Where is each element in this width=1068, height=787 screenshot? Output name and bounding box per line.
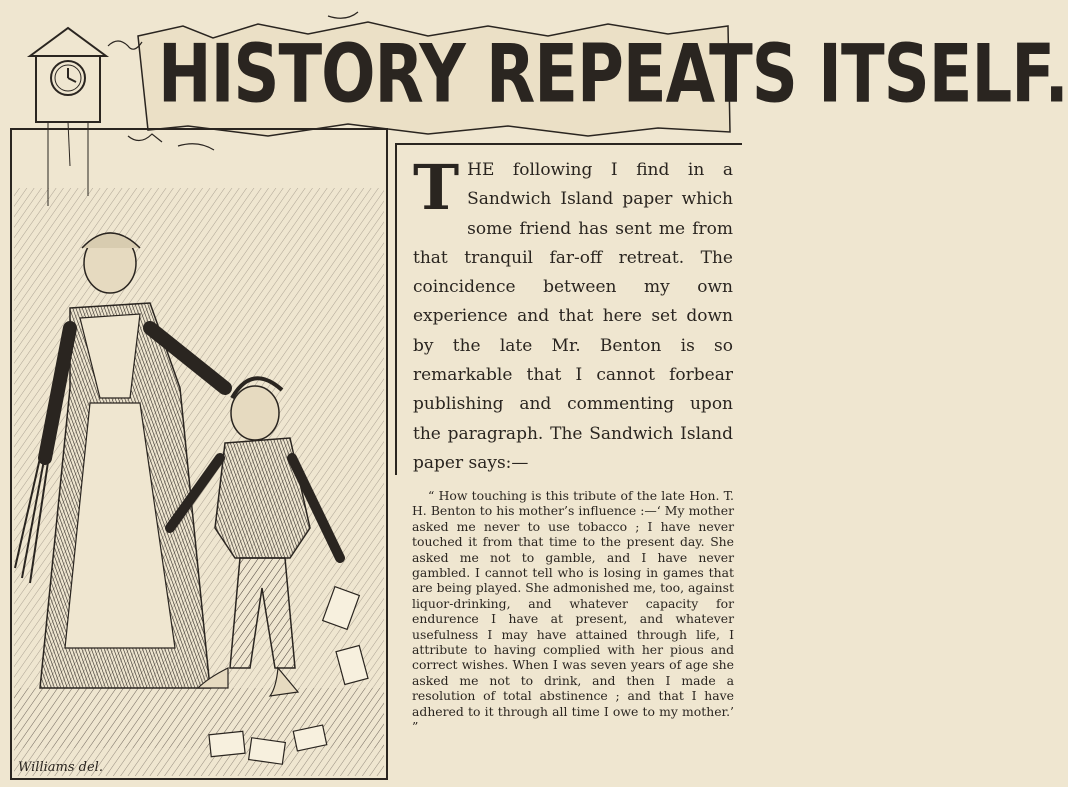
page-title: HISTORY REPEATS ITSELF. bbox=[158, 28, 1068, 122]
title-banner bbox=[8, 6, 1068, 146]
intro-paragraph bbox=[413, 151, 733, 478]
engraving-illustration bbox=[10, 128, 390, 783]
artist-signature: Williams del. bbox=[18, 760, 103, 775]
quote-text: “ How touching is this tribute of the late Hon. T. H. Benton to his mother’s influence :—‘ My mother asked me never to use tobacco ; I have never touched it from that time to the present day. She asked me not to gamble, and I have never gambled. I cannot tell who is losing in games that are being played. She admonished me, too, against liquor-drinking, and whatever capacity for endurence I have at present, and whatever usefulness I may have attained through life, I attribute to having complied with her pious and correct wishes. When I was seven years of age she asked me not to drink, and then I made a resolution of total abstinence ; and that I have adhered to it through all time I owe to my mother.’ ” bbox=[412, 488, 734, 735]
drop-cap: T bbox=[413, 151, 460, 224]
intro-text: HE following I find in a Sandwich Island paper which some friend has sent me from that tranquil far-off retreat. The coincidence between my own experience and that here set down by the late Mr. Benton is so remarkable that I cannot forbear publishing and commenting upon the paragraph. The Sandwich Island paper says:— bbox=[413, 160, 733, 473]
illustration-drawing bbox=[10, 128, 390, 783]
benton-quote bbox=[412, 488, 734, 735]
